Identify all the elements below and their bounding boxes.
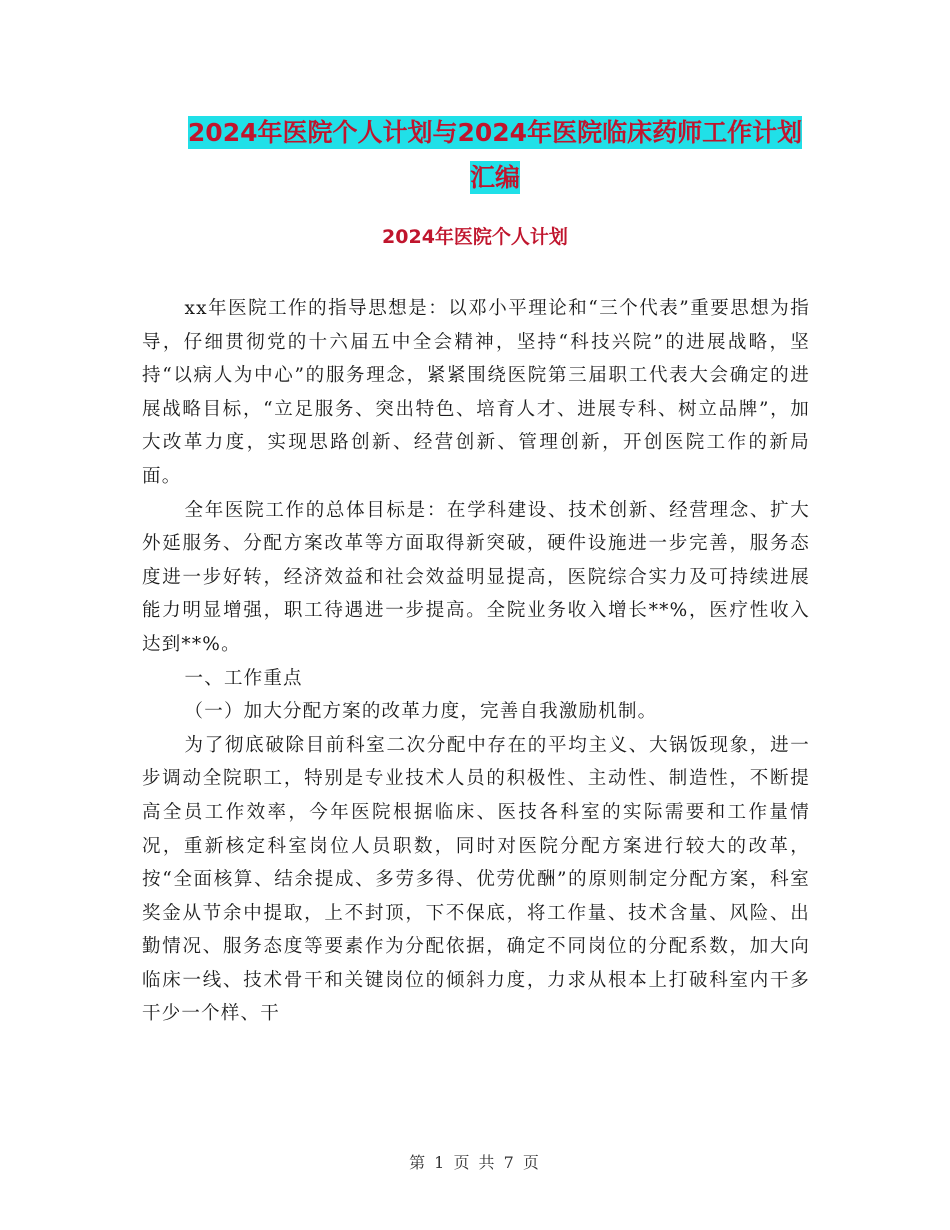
paragraph-overall-goal: 全年医院工作的总体目标是：在学科建设、技术创新、经营理念、扩大外延服务、分配方案改革等方面取得新突破，硬件设施进一步完善，服务态度进一步好转，经济效益和社会效益明显提高，医院综合实力及可持续进展能力明显增强，职工待遇进一步提高。全院业务收入增长**%，医疗性收入达到**%。 bbox=[142, 499, 810, 655]
heading-work-focus: 一、工作重点 bbox=[184, 667, 303, 689]
subheading-distribution-reform: （一）加大分配方案的改革力度，完善自我激励机制。 bbox=[184, 701, 658, 723]
paragraph-guiding-ideology: xx年医院工作的指导思想是：以邓小平理论和“三个代表”重要思想为指导，仔细贯彻党的十六届五中全会精神，坚持“科技兴院”的进展战略，坚持“以病人为中心”的服务理念，紧紧围绕医院第三届职工代表大会确定的进展战略目标，“立足服务、突出特色、培育人才、进展专科、树立品牌”，加大改革力度，实现思路创新、经营创新、管理创新，开创医院工作的新局面。 bbox=[142, 298, 810, 487]
document-title-line-2: 汇编 bbox=[469, 163, 520, 192]
document-title-line-1: 2024年医院个人计划与2024年医院临床药师工作计划 bbox=[187, 118, 803, 147]
document-body bbox=[142, 292, 810, 1031]
page-number-footer: 第 1 页 共 7 页 bbox=[409, 1153, 541, 1172]
paragraph-distribution-reform: 为了彻底破除目前科室二次分配中存在的平均主义、大锅饭现象，进一步调动全院职工，特别是专业技术人员的积极性、主动性、制造性，不断提高全员工作效率，今年医院根据临床、医技各科室的实际需要和工作量情况，重新核定科室岗位人员职数，同时对医院分配方案进行较大的改革，按“全面核算、结余提成、多劳多得、优劳优酬”的原则制定分配方案，科室奖金从节余中提取，上不封顶，下不保底，将工作量、技术含量、风险、出勤情况、服务态度等要素作为分配依据，确定不同岗位的分配系数，加大向临床一线、技术骨干和关键岗位的倾斜力度，力求从根本上打破科室内干多干少一个样、干 bbox=[142, 734, 810, 1025]
document-title bbox=[140, 110, 850, 200]
section-title: 2024年医院个人计划 bbox=[382, 226, 568, 248]
